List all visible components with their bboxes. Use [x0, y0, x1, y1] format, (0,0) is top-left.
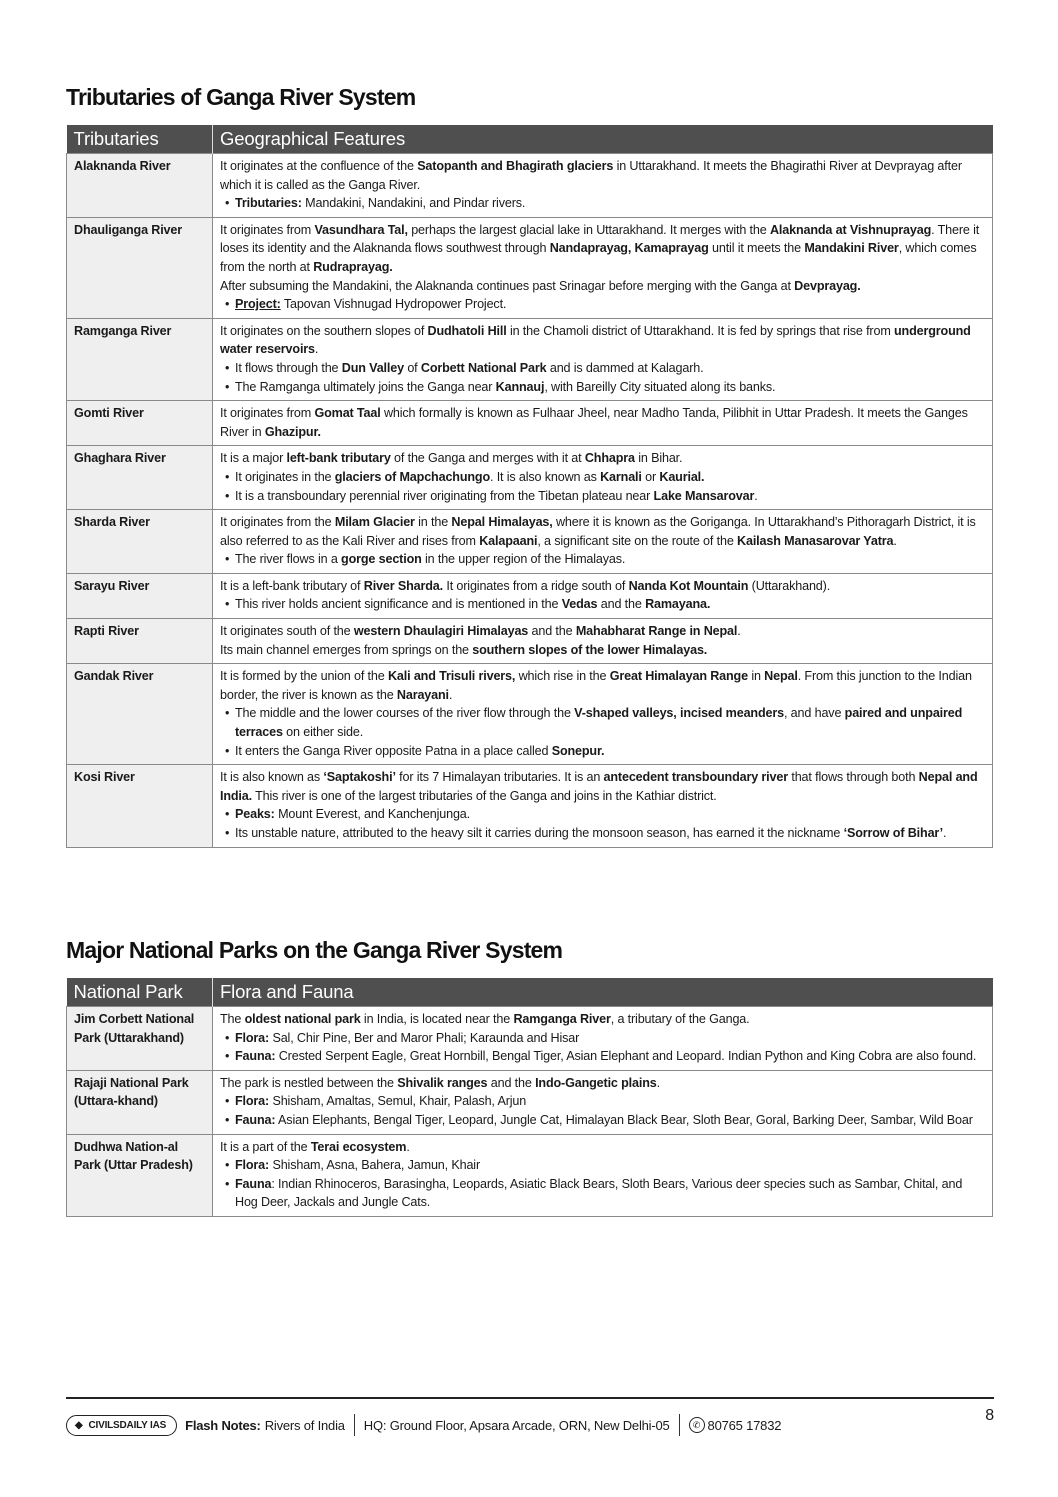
bullet-item: • It enters the Ganga River opposite Patna in a place called Sonepur.: [220, 742, 985, 761]
row-description: [213, 664, 993, 765]
bullet-item: • Fauna: Crested Serpent Eagle, Great Hornbill, Bengal Tiger, Asian Elephant and Leopard. Indian Python and King Cobra are also found.: [220, 1047, 985, 1066]
table-row: [67, 154, 993, 218]
row-description: [213, 154, 993, 218]
bullet-icon: •: [225, 597, 230, 612]
paragraph: The park is nestled between the Shivalik ranges and the Indo-Gangetic plains.: [220, 1075, 660, 1090]
bullet-item: • Flora: Shisham, Asna, Bahera, Jamun, Khair: [220, 1156, 985, 1175]
national-parks-table: [66, 978, 993, 1217]
bullet-icon: •: [225, 1094, 230, 1109]
footer-topic: Rivers of India: [264, 1417, 345, 1433]
row-description: [213, 401, 993, 446]
paragraph: It is a left-bank tributary of River Sharda. It originates from a ridge south of Nanda Kot Mountain (Uttarakhand).: [220, 578, 831, 593]
bullet-icon: •: [225, 1176, 230, 1191]
bullet-icon: •: [225, 1112, 230, 1127]
row-description: [213, 446, 993, 510]
bullet-icon: •: [225, 706, 230, 721]
bullet-icon: •: [225, 552, 230, 567]
table-row: [67, 1134, 993, 1216]
row-description: [213, 619, 993, 664]
bullet-icon: •: [225, 488, 230, 503]
row-name: Alaknanda River: [67, 154, 213, 218]
paragraph: It originates from Vasundhara Tal, perhaps the largest glacial lake in Uttarakhand. It merges with the Alaknanda at Vishnuprayag. There it loses its identity and the Alaknanda flows southwest through Nandaprayag, Kamaprayag until it meets the Mandakini River, which comes from the north at Rudraprayag.: [220, 222, 980, 274]
row-description: [213, 1134, 993, 1216]
row-name: Dhauliganga River: [67, 217, 213, 318]
bullet-icon: •: [225, 807, 230, 822]
row-description: [213, 573, 993, 618]
bullet-icon: •: [225, 196, 230, 211]
paragraph: It is a major left-bank tributary of the Ganga and merges with it at Chhapra in Bihar.: [220, 451, 683, 466]
table-row: [67, 619, 993, 664]
table-row: [67, 765, 993, 847]
table-row: [67, 318, 993, 400]
bullet-icon: •: [225, 743, 230, 758]
bullet-icon: •: [225, 1049, 230, 1064]
table-row: [67, 1070, 993, 1134]
row-name: Jim Corbett National Park (Uttarakhand): [67, 1007, 213, 1071]
bullet-icon: •: [225, 379, 230, 394]
paragraph: It is formed by the union of the Kali and Trisuli rivers, which rise in the Great Himalayan Range in Nepal. From this junction to the Indian border, the river is known as the Narayani.: [220, 669, 972, 702]
bullet-item: • It is a transboundary perennial river originating from the Tibetan plateau near Lake Mansarovar.: [220, 487, 985, 506]
column-header: Flora and Fauna: [213, 978, 993, 1007]
table-row: [67, 573, 993, 618]
row-name: Kosi River: [67, 765, 213, 847]
row-name: Rajaji National Park (Uttara-khand): [67, 1070, 213, 1134]
paragraph: It originates on the southern slopes of Dudhatoli Hill in the Chamoli district of Uttarakhand. It is fed by springs that rise from underground water reservoirs.: [220, 323, 971, 357]
bullet-item: • Tributaries: Mandakini, Nandakini, and Pindar rivers.: [220, 194, 985, 213]
paragraph: It originates from Gomat Taal which formally is known as Fulhaar Jheel, near Madho Tanda, Pilibhit in Uttar Pradesh. It meets the Ganges River in Ghazipur.: [220, 406, 968, 439]
bullet-item: • Peaks: Mount Everest, and Kanchenjunga.: [220, 805, 985, 824]
bullet-item: • This river holds ancient significance and is mentioned in the Vedas and the Ramayana.: [220, 595, 985, 614]
row-description: [213, 1070, 993, 1134]
bullet-icon: •: [225, 826, 230, 840]
bullet-item: • Flora: Sal, Chir Pine, Ber and Maror Phali; Karaunda and Hisar: [220, 1029, 985, 1048]
paragraph: Its main channel emerges from springs on the southern slopes of the lower Himalayas.: [220, 642, 708, 657]
bullet-icon: •: [225, 1158, 230, 1173]
section-title-tributaries: Tributaries of Ganga River System: [66, 84, 416, 110]
row-description: [213, 318, 993, 400]
bullet-icon: •: [225, 469, 230, 484]
row-name: Sarayu River: [67, 573, 213, 618]
bullet-item: • It originates in the glaciers of Mapchachungo. It is also known as Karnali or Kaurial.: [220, 468, 985, 487]
bullet-item: • Fauna: Asian Elephants, Bengal Tiger, Leopard, Jungle Cat, Himalayan Black Bear, Sloth Bear, Goral, Barking Deer, Sambar, Wild Boar: [220, 1111, 985, 1130]
row-description: [213, 1007, 993, 1071]
row-name: Gandak River: [67, 664, 213, 765]
logo-mark-icon: ◆: [75, 1419, 83, 1431]
table-row: [67, 1007, 993, 1071]
footer-phone: 80765 17832: [707, 1417, 782, 1433]
civilsdaily-logo: [66, 1415, 177, 1436]
row-name: Rapti River: [67, 619, 213, 664]
bullet-icon: •: [225, 297, 230, 312]
row-name: Ramganga River: [67, 318, 213, 400]
row-name: Gomti River: [67, 401, 213, 446]
column-header: Geographical Features: [213, 125, 993, 154]
paragraph: It is a part of the Terai ecosystem.: [220, 1139, 410, 1154]
bullet-item: • The middle and the lower courses of the river flow through the V-shaped valleys, incised meanders, and have paired and unpaired terraces on either side.: [225, 706, 963, 740]
column-header: National Park: [67, 978, 213, 1007]
column-header: Tributaries: [67, 125, 213, 154]
footer-divider: [66, 1397, 994, 1399]
section-title-national-parks: Major National Parks on the Ganga River System: [66, 937, 563, 963]
paragraph: The oldest national park in India, is located near the Ramganga River, a tributary of the Ganga.: [220, 1012, 750, 1026]
paragraph: It originates at the confluence of the Satopanth and Bhagirath glaciers in Uttarakhand. It meets the Bhagirathi River at Devprayag after which it is called as the Ganga River.: [220, 159, 962, 192]
paragraph: It originates south of the western Dhaulagiri Himalayas and the Mahabharat Range in Nepal.: [220, 624, 741, 639]
paragraph: After subsuming the Mandakini, the Alaknanda continues past Srinagar before merging with the Ganga at Devprayag.: [220, 278, 861, 293]
bullet-icon: •: [225, 1030, 230, 1045]
page-number: 8: [985, 1407, 994, 1424]
bullet-item: • Fauna: Indian Rhinoceros, Barasingha, Leopards, Asiatic Black Bears, Sloth Bears, Various deer species such as Sambar, Chital, and Hog Deer, Jackals and Jungle Cats.: [225, 1176, 963, 1210]
bullet-item: • It flows through the Dun Valley of Corbett National Park and is dammed at Kalagarh.: [220, 359, 985, 378]
table-row: [67, 401, 993, 446]
row-description: [213, 765, 993, 847]
paragraph: It is also known as ‘Saptakoshi’ for its 7 Himalayan tributaries. It is an antecedent transboundary river that flows through both Nepal and India. This river is one of the largest tributaries of the Ganga and joins in the Kathiar district.: [220, 770, 978, 803]
whatsapp-icon: ✆: [689, 1417, 705, 1433]
logo-text: CIVILSDAILY IAS: [88, 1419, 167, 1431]
footer-address: HQ: Ground Floor, Apsara Arcade, ORN, New Delhi-05: [363, 1417, 670, 1433]
bullet-icon: •: [225, 360, 230, 375]
bullet-item: • Its unstable nature, attributed to the heavy silt it carries during the monsoon season, has earned it the nickname ‘Sorrow of Bihar’.: [220, 824, 985, 843]
table-row: [67, 446, 993, 510]
row-name: Dudhwa Nation-al Park (Uttar Pradesh): [67, 1134, 213, 1216]
table-row: [67, 217, 993, 318]
page-footer: [66, 1407, 994, 1437]
bullet-item: • The Ramganga ultimately joins the Ganga near Kannauj, with Bareilly City situated along its banks.: [220, 378, 985, 397]
tributaries-table: [66, 125, 993, 848]
footer-separator: [679, 1414, 680, 1436]
table-row: [67, 510, 993, 574]
bullet-item: • Project: Tapovan Vishnugad Hydropower Project.: [220, 295, 985, 314]
bullet-item: • The river flows in a gorge section in the upper region of the Himalayas.: [220, 550, 985, 569]
footer-label: Flash Notes:: [185, 1417, 261, 1433]
table-row: [67, 664, 993, 765]
paragraph: It originates from the Milam Glacier in the Nepal Himalayas, where it is known as the Goriganga. In Uttarakhand’s Pithoragarh District, it is also referred to as the Kali River and rises from Kalapaani, a significant site on the route of the Kailash Manasarovar Yatra.: [220, 515, 976, 548]
row-description: [213, 217, 993, 318]
bullet-item: • Flora: Shisham, Amaltas, Semul, Khair, Palash, Arjun: [220, 1092, 985, 1111]
row-description: [213, 510, 993, 574]
row-name: Sharda River: [67, 510, 213, 574]
footer-separator: [354, 1414, 355, 1436]
row-name: Ghaghara River: [67, 446, 213, 510]
